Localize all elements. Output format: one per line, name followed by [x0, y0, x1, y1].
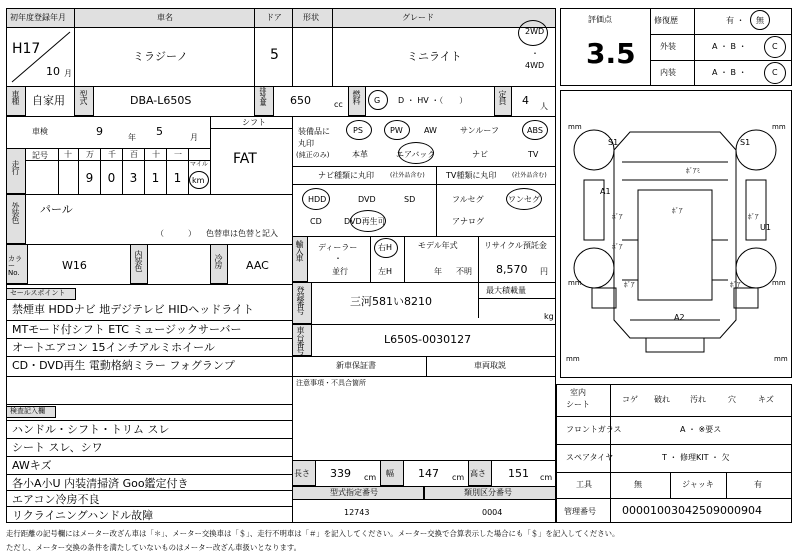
diagram-mm-2: mm — [772, 123, 786, 131]
inspector-line-3: AWキズ — [12, 459, 52, 472]
length-unit: cm — [364, 473, 377, 482]
displacement-label: 排気量 — [259, 87, 267, 105]
header-first-reg: 初年度登録年月 — [10, 13, 66, 22]
capacity-unit: 人 — [540, 102, 548, 111]
eval-repair-opts: 有 ・ — [726, 16, 745, 25]
diagram-label-boa-1: ﾎﾞｱ — [672, 207, 683, 215]
cond-seat-opt-2: 破れ — [654, 395, 670, 404]
recycle-label: リサイクル預託金 — [484, 241, 547, 250]
footer-note-2: ただし、メーター交換の条件を満たしていないものはメーター改ざん車扱いとなります。 — [6, 543, 302, 552]
doc-manual: 車両取説 — [474, 361, 506, 370]
color-label: 外装色 — [11, 202, 20, 223]
mileage-km: km — [192, 176, 205, 185]
chassis-label: 車台番号 — [296, 326, 305, 354]
usage-label: 車種 — [11, 90, 20, 104]
cond-glass-label: フロントガラス — [566, 425, 622, 434]
cond-glass-value: A ・ ※要ス — [680, 425, 722, 434]
drive-4wd: 4WD — [525, 61, 545, 70]
width-label: 幅 — [386, 469, 394, 478]
diagram-label-s1-left: S1 — [608, 138, 619, 147]
first-reg-year: H17 — [12, 41, 41, 57]
model-year-year: 年 — [434, 267, 442, 276]
equip-pw: PW — [390, 126, 403, 135]
mileage-digit-2: 3 — [129, 171, 138, 185]
diagram-label-s1-right: S1 — [740, 138, 751, 147]
color-value: パール — [40, 203, 73, 216]
tv-analog: アナログ — [452, 217, 484, 226]
mileage-unit-4: 十 — [152, 150, 160, 159]
length-label: 長さ — [294, 469, 310, 478]
usage-value: 自家用 — [32, 94, 65, 107]
mileage-digit-0: 9 — [85, 171, 94, 185]
shift-label: シフト — [242, 118, 266, 127]
fuel-label: 燃料 — [352, 90, 361, 104]
diagram-mm-5: mm — [566, 355, 580, 363]
doc-new-car: 新車保証書 — [336, 361, 376, 370]
equipment-label-3: (純正のみ) — [296, 151, 330, 159]
mileage-label: 走行 — [11, 160, 20, 174]
class-no-value: 0004 — [482, 508, 503, 517]
import-left: 左H — [378, 267, 393, 276]
diagram-mm-4: mm — [772, 279, 786, 287]
diagram-label-boa-5: ﾎﾞｱ — [624, 281, 635, 289]
fuel-options: D ・ HV ・（ ） — [398, 96, 468, 105]
equip-navi: ナビ — [472, 150, 488, 159]
mileage-mile-label: マイル — [190, 161, 208, 168]
eval-interior-label: 内装 — [660, 68, 676, 77]
cond-tools-label: 工具 — [576, 480, 592, 489]
capacity-label: 定員 — [498, 90, 507, 104]
import-dealer: ディーラー — [318, 243, 358, 252]
cond-seat-opt-3: 汚れ — [690, 395, 706, 404]
tv-title: TV種類に丸印 — [446, 171, 497, 180]
equip-sunroof: サンルーフ — [460, 126, 499, 135]
diagram-mm-6: mm — [774, 355, 788, 363]
tv-title-sub: (社外品含む) — [512, 172, 547, 179]
drive-2wd: 2WD — [525, 27, 545, 36]
header-door: ドア — [266, 13, 282, 22]
inspector-line-5: エアコン冷房不良 — [12, 493, 100, 506]
cond-mgmt-value: 00001003042509000904 — [622, 504, 762, 517]
header-car-name: 車名 — [157, 13, 173, 22]
inspection-year-unit: 年 — [128, 133, 136, 142]
inspector-line-6: リクライニングハンドル故障 — [12, 509, 154, 522]
equip-aw: AW — [424, 126, 437, 135]
cond-tools-value: 無 — [634, 480, 642, 489]
inspection-year: 9 — [96, 125, 103, 138]
cond-seat-opt-5: キズ — [758, 395, 774, 404]
recycle-value: 8,570 — [496, 263, 528, 276]
eval-repair-label: 修復歴 — [654, 16, 678, 25]
cond-spare-value: T ・ 修理KIT ・ 欠 — [662, 453, 730, 462]
cond-jack-label: ジャッキ — [682, 480, 714, 489]
eval-exterior-selected: C — [772, 42, 778, 51]
car-name-value: ミラジーノ — [133, 50, 188, 63]
chassis-value: L650S-0030127 — [384, 333, 472, 346]
mileage-code-label: 記号 — [32, 151, 48, 160]
first-reg-month-unit: 月 — [64, 69, 72, 78]
first-reg-month: 10 — [46, 65, 60, 78]
sales-points-label: セールスポイント — [10, 289, 66, 297]
eval-repair-selected: 無 — [756, 16, 764, 25]
import-dot: ・ — [334, 254, 342, 263]
ac-value: AAC — [246, 259, 269, 272]
header-grade: グレード — [402, 13, 434, 22]
inspection-label: 車検 — [32, 127, 48, 136]
mileage-unit-5: 一 — [174, 150, 182, 159]
color-no-value: W16 — [62, 259, 87, 272]
height-value: 151 — [508, 467, 529, 480]
diagram-label-boa-6: ﾎﾞｱ — [730, 281, 741, 289]
caution-label: 注意事項・不具合箇所 — [296, 379, 366, 387]
displacement-value: 650 — [290, 94, 311, 107]
eval-score: 3.5 — [586, 37, 636, 70]
navi-cd: CD — [310, 217, 322, 226]
doors-value: 5 — [270, 47, 279, 63]
length-value: 339 — [330, 467, 351, 480]
equipment-label-1: 装備品に — [298, 127, 330, 136]
equip-leather: 本革 — [352, 150, 368, 159]
car-diagram — [560, 90, 792, 378]
diagram-label-boa-3: ﾎﾞｱ — [748, 213, 759, 221]
mileage-unit-3: 百 — [130, 150, 138, 159]
eval-interior-opts: A ・ B ・ — [712, 68, 747, 77]
model-year-unknown: 不明 — [456, 267, 472, 276]
mileage-digit-4: 1 — [173, 171, 182, 185]
tv-fullseg: フルセグ — [452, 195, 484, 204]
diagram-label-boa-4: ﾎﾞｱ — [612, 243, 623, 251]
cond-jack-value: 有 — [754, 480, 762, 489]
interior-color-label: 内装色 — [134, 250, 143, 271]
mileage-digit-3: 1 — [151, 171, 160, 185]
header-shape: 形状 — [303, 13, 319, 22]
cond-seat-opt-1: コゲ — [622, 395, 638, 404]
model-value: DBA-L650S — [130, 94, 192, 107]
equip-airbag: エアバック — [396, 150, 436, 159]
equip-abs: ABS — [527, 126, 543, 135]
navi-sd: SD — [404, 195, 416, 204]
type-no-value: 12743 — [344, 508, 370, 517]
capacity-value: 4 — [522, 94, 529, 107]
color-paren: （ ） — [156, 229, 196, 238]
recycle-unit: 円 — [540, 267, 548, 276]
navi-title: ナビ種類に丸印 — [318, 171, 374, 180]
equipment-label-2: 丸印 — [298, 139, 314, 148]
equip-ps: PS — [353, 126, 363, 135]
width-value: 147 — [418, 467, 439, 480]
color-no-label: カラー No. — [8, 255, 22, 277]
eval-exterior-opts: A ・ B ・ — [712, 42, 747, 51]
eval-score-label: 評価点 — [588, 15, 612, 24]
grade-value: ミニライト — [407, 50, 462, 63]
displacement-unit: cc — [334, 100, 343, 109]
inspector-label: 検査記入欄 — [10, 407, 45, 415]
fuel-selected: G — [374, 96, 381, 105]
footer-note-1: 走行距離の記号欄にはメーター改ざん車は「＊」、メーター交換車は「＄」、走行不明車は「＃」を記入してください。メーター交換で合算表示した場合にも「＄」を記入してください。 — [6, 529, 620, 538]
width-unit: cm — [452, 473, 465, 482]
height-unit: cm — [540, 473, 553, 482]
ac-label: 冷房 — [214, 254, 223, 268]
diagram-label-u1: U1 — [760, 223, 771, 232]
navi-hdd: HDD — [308, 195, 327, 204]
navi-dvd-play: DVD再生可 — [344, 217, 386, 226]
cond-seat-label-1: 室内 — [570, 388, 586, 397]
inspector-line-1: ハンドル・シフト・トリム スレ — [12, 423, 170, 436]
inspector-line-4: 各小A小U 内装清掃済 Goo鑑定付き — [12, 477, 189, 490]
class-no-label: 類別区分番号 — [464, 488, 512, 497]
diagram-mm-1: mm — [568, 123, 582, 131]
cond-spare-label: スペアタイヤ — [566, 453, 614, 462]
sales-point-2: MTモード付シフト ETC ミュージックサーバー — [12, 323, 242, 336]
diagram-label-boami: ﾎﾞｱﾐ — [686, 167, 700, 175]
tv-oneseg: ワンセグ — [508, 195, 540, 204]
navi-title-sub: (社外品含む) — [390, 172, 425, 179]
cond-mgmt-label: 管理番号 — [564, 507, 596, 516]
cond-seat-label-2: シート — [566, 400, 590, 409]
diagram-label-a1: A1 — [600, 187, 611, 196]
height-label: 高さ — [470, 469, 486, 478]
diagram-label-a2: A2 — [674, 313, 685, 322]
inspector-line-2: シート スレ、シワ — [12, 441, 103, 454]
sales-point-1: 禁煙車 HDDナビ 地デジテレビ HIDヘッドライト — [12, 303, 254, 316]
inspection-month-unit: 月 — [190, 133, 198, 142]
diagram-label-boa-2: ﾎﾞｱ — [612, 213, 623, 221]
eval-exterior-label: 外装 — [660, 42, 676, 51]
shift-value: FAT — [233, 151, 257, 167]
import-label: 輸入車 — [295, 240, 304, 261]
max-load-unit: kg — [544, 312, 554, 321]
eval-interior-selected: C — [772, 68, 778, 77]
registration-value: 三河581い8210 — [350, 295, 432, 308]
inspection-month: 5 — [156, 125, 163, 138]
model-label: 型式 — [79, 90, 88, 104]
model-year-label: モデル年式 — [418, 241, 458, 250]
mileage-unit-2: 千 — [108, 150, 116, 159]
registration-label: 登録番号 — [296, 286, 305, 314]
mileage-unit-0: 十 — [64, 150, 72, 159]
sales-point-3: オートエアコン 15インチアルミホイール — [12, 341, 215, 354]
color-note: 色替車は色替と記入 — [206, 229, 278, 238]
equip-tv: TV — [528, 150, 539, 159]
max-load-label: 最大積載量 — [486, 286, 526, 295]
import-right: 右H — [378, 243, 393, 252]
mileage-unit-1: 万 — [86, 150, 94, 159]
navi-dvd: DVD — [358, 195, 376, 204]
import-parallel: 並行 — [332, 267, 348, 276]
cond-seat-opt-4: 穴 — [728, 395, 736, 404]
mileage-digit-1: 0 — [107, 171, 116, 185]
type-no-label: 型式指定番号 — [330, 488, 378, 497]
diagram-mm-3: mm — [568, 279, 582, 287]
sales-point-4: CD・DVD再生 電動格納ミラー フォグランプ — [12, 359, 235, 372]
